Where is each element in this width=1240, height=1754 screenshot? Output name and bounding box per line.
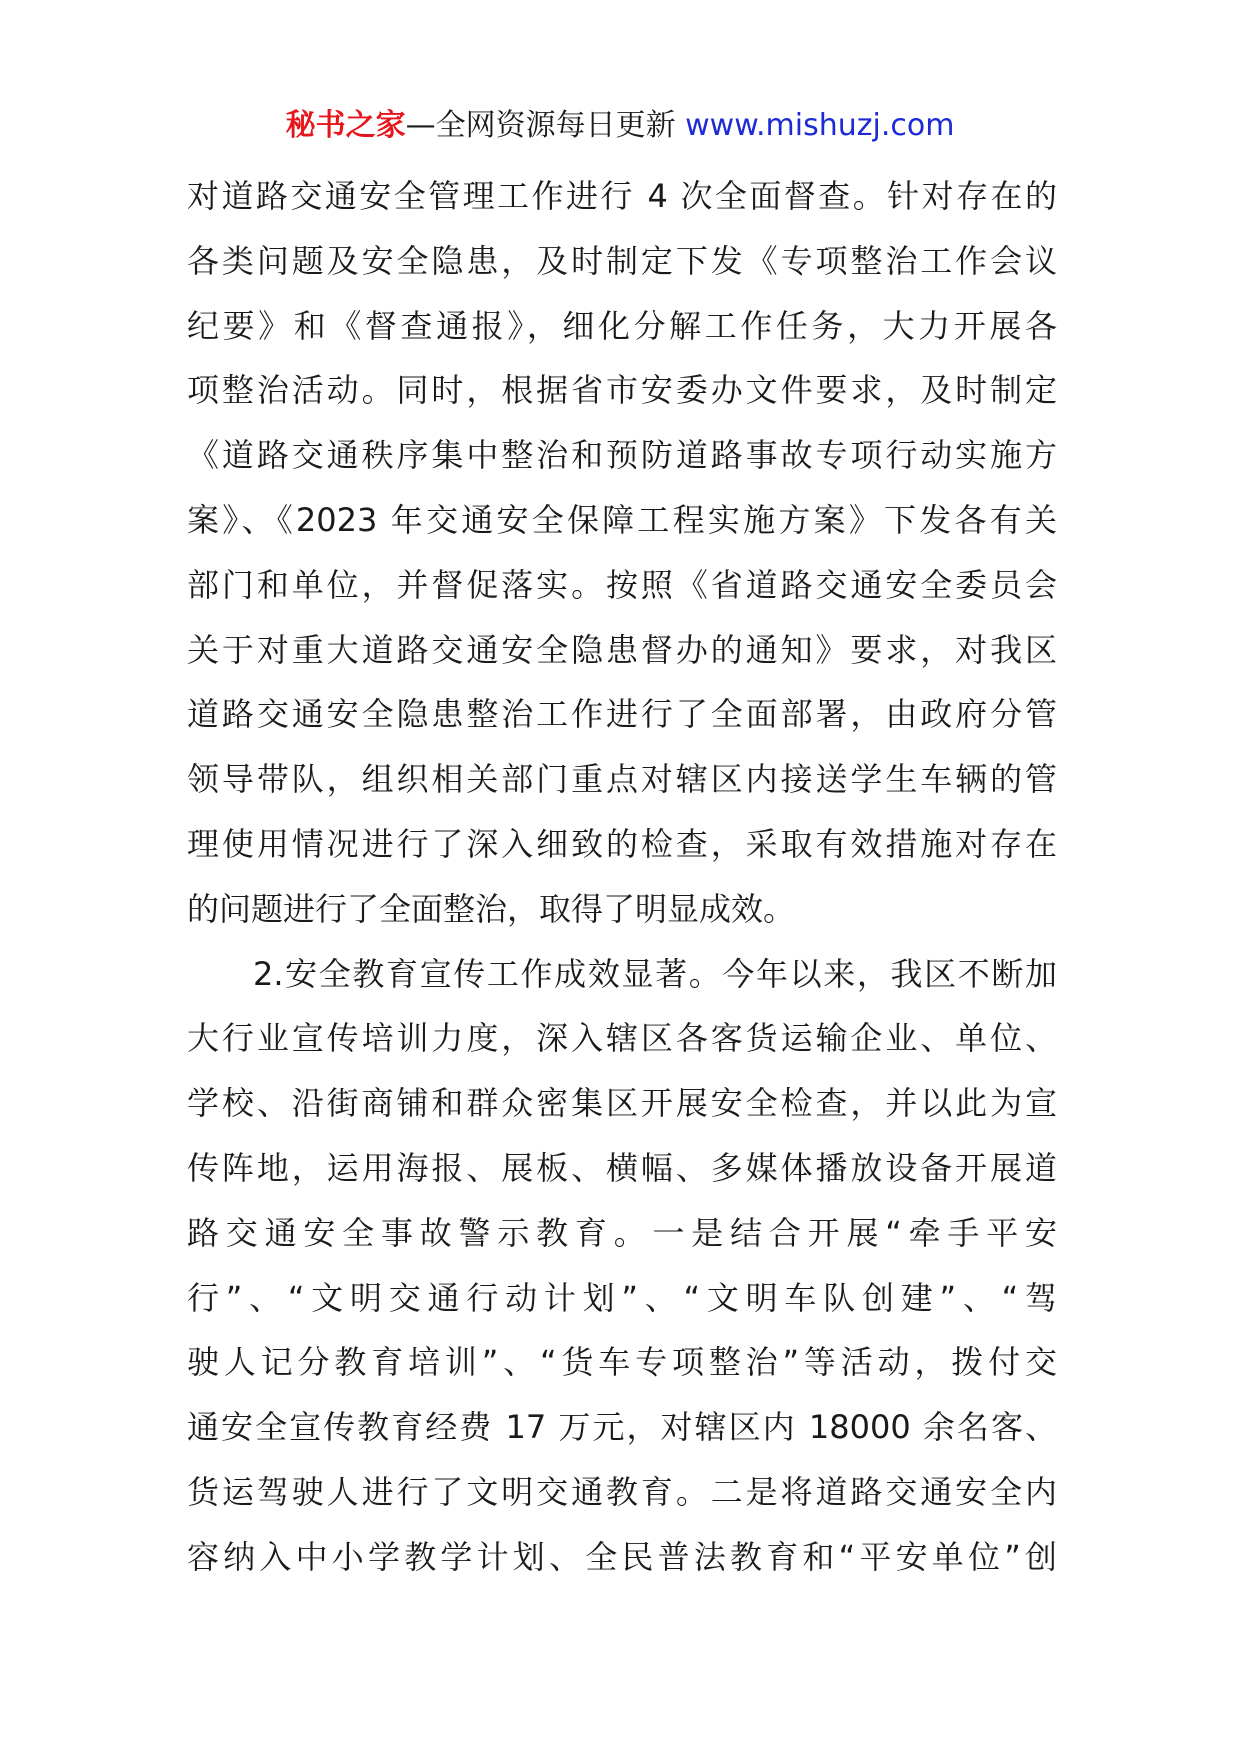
paragraph-1 xyxy=(187,164,1057,942)
text-line: 领导带队，组织相关部门重点对辖区内接送学生车辆的管 xyxy=(187,760,1057,799)
website-url[interactable]: www.mishuzj.com xyxy=(685,108,955,143)
text-line: 项整治活动。同时，根据省市安委办文件要求，及时制定 xyxy=(187,371,1057,410)
text-line: 2.安全教育宣传工作成效显著。今年以来，我区不断加 xyxy=(253,954,1057,993)
text-line: 案》、《2023 年交通安全保障工程实施方案》下发各有关 xyxy=(187,500,1057,539)
text-line: 的问题进行了全面整治，取得了明显成效。 xyxy=(187,889,796,928)
text-line: 通安全宣传教育经费 17 万元，对辖区内 18000 余名客、 xyxy=(187,1408,1057,1447)
document-body xyxy=(187,164,1057,1590)
text-line: 道路交通安全隐患整治工作进行了全面部署，由政府分管 xyxy=(187,695,1057,734)
text-line: 学校、沿街商铺和群众密集区开展安全检查，并以此为宣 xyxy=(187,1084,1057,1123)
text-line: 《道路交通秩序集中整治和预防道路事故专项行动实施方 xyxy=(187,436,1057,475)
text-line: 行”、“文明交通行动计划”、“文明车队创建”、“驾 xyxy=(187,1278,1057,1317)
text-line: 部门和单位，并督促落实。按照《省道路交通安全委员会 xyxy=(187,565,1057,604)
text-line: 对道路交通安全管理工作进行 4 次全面督查。针对存在的 xyxy=(187,177,1057,215)
text-line: 路交通安全事故警示教育。一是结合开展“牵手平安 xyxy=(187,1213,1057,1252)
text-line: 驶人记分教育培训”、“货车专项整治”等活动，拨付交 xyxy=(187,1343,1057,1382)
text-line: 传阵地，运用海报、展板、横幅、多媒体播放设备开展道 xyxy=(187,1148,1057,1187)
text-line: 大行业宣传培训力度，深入辖区各客货运输企业、单位、 xyxy=(187,1019,1057,1058)
text-line: 货运驾驶人进行了文明交通教育。二是将道路交通安全内 xyxy=(187,1472,1057,1511)
text-line: 纪要》和《督查通报》，细化分解工作任务，大力开展各 xyxy=(187,306,1057,345)
text-line: 容纳入中小学教学计划、全民普法教育和“平安单位”创 xyxy=(187,1537,1057,1576)
brand-name: 秘书之家 xyxy=(285,108,406,143)
page-header xyxy=(0,104,1240,148)
paragraph-2 xyxy=(187,942,1057,1590)
text-line: 各类问题及安全隐患，及时制定下发《专项整治工作会议 xyxy=(187,241,1057,280)
text-line: 关于对重大道路交通安全隐患督办的通知》要求，对我区 xyxy=(187,630,1057,669)
header-slogan: —全网资源每日更新 xyxy=(405,108,686,143)
text-line: 理使用情况进行了深入细致的检查，采取有效措施对存在 xyxy=(187,824,1057,863)
